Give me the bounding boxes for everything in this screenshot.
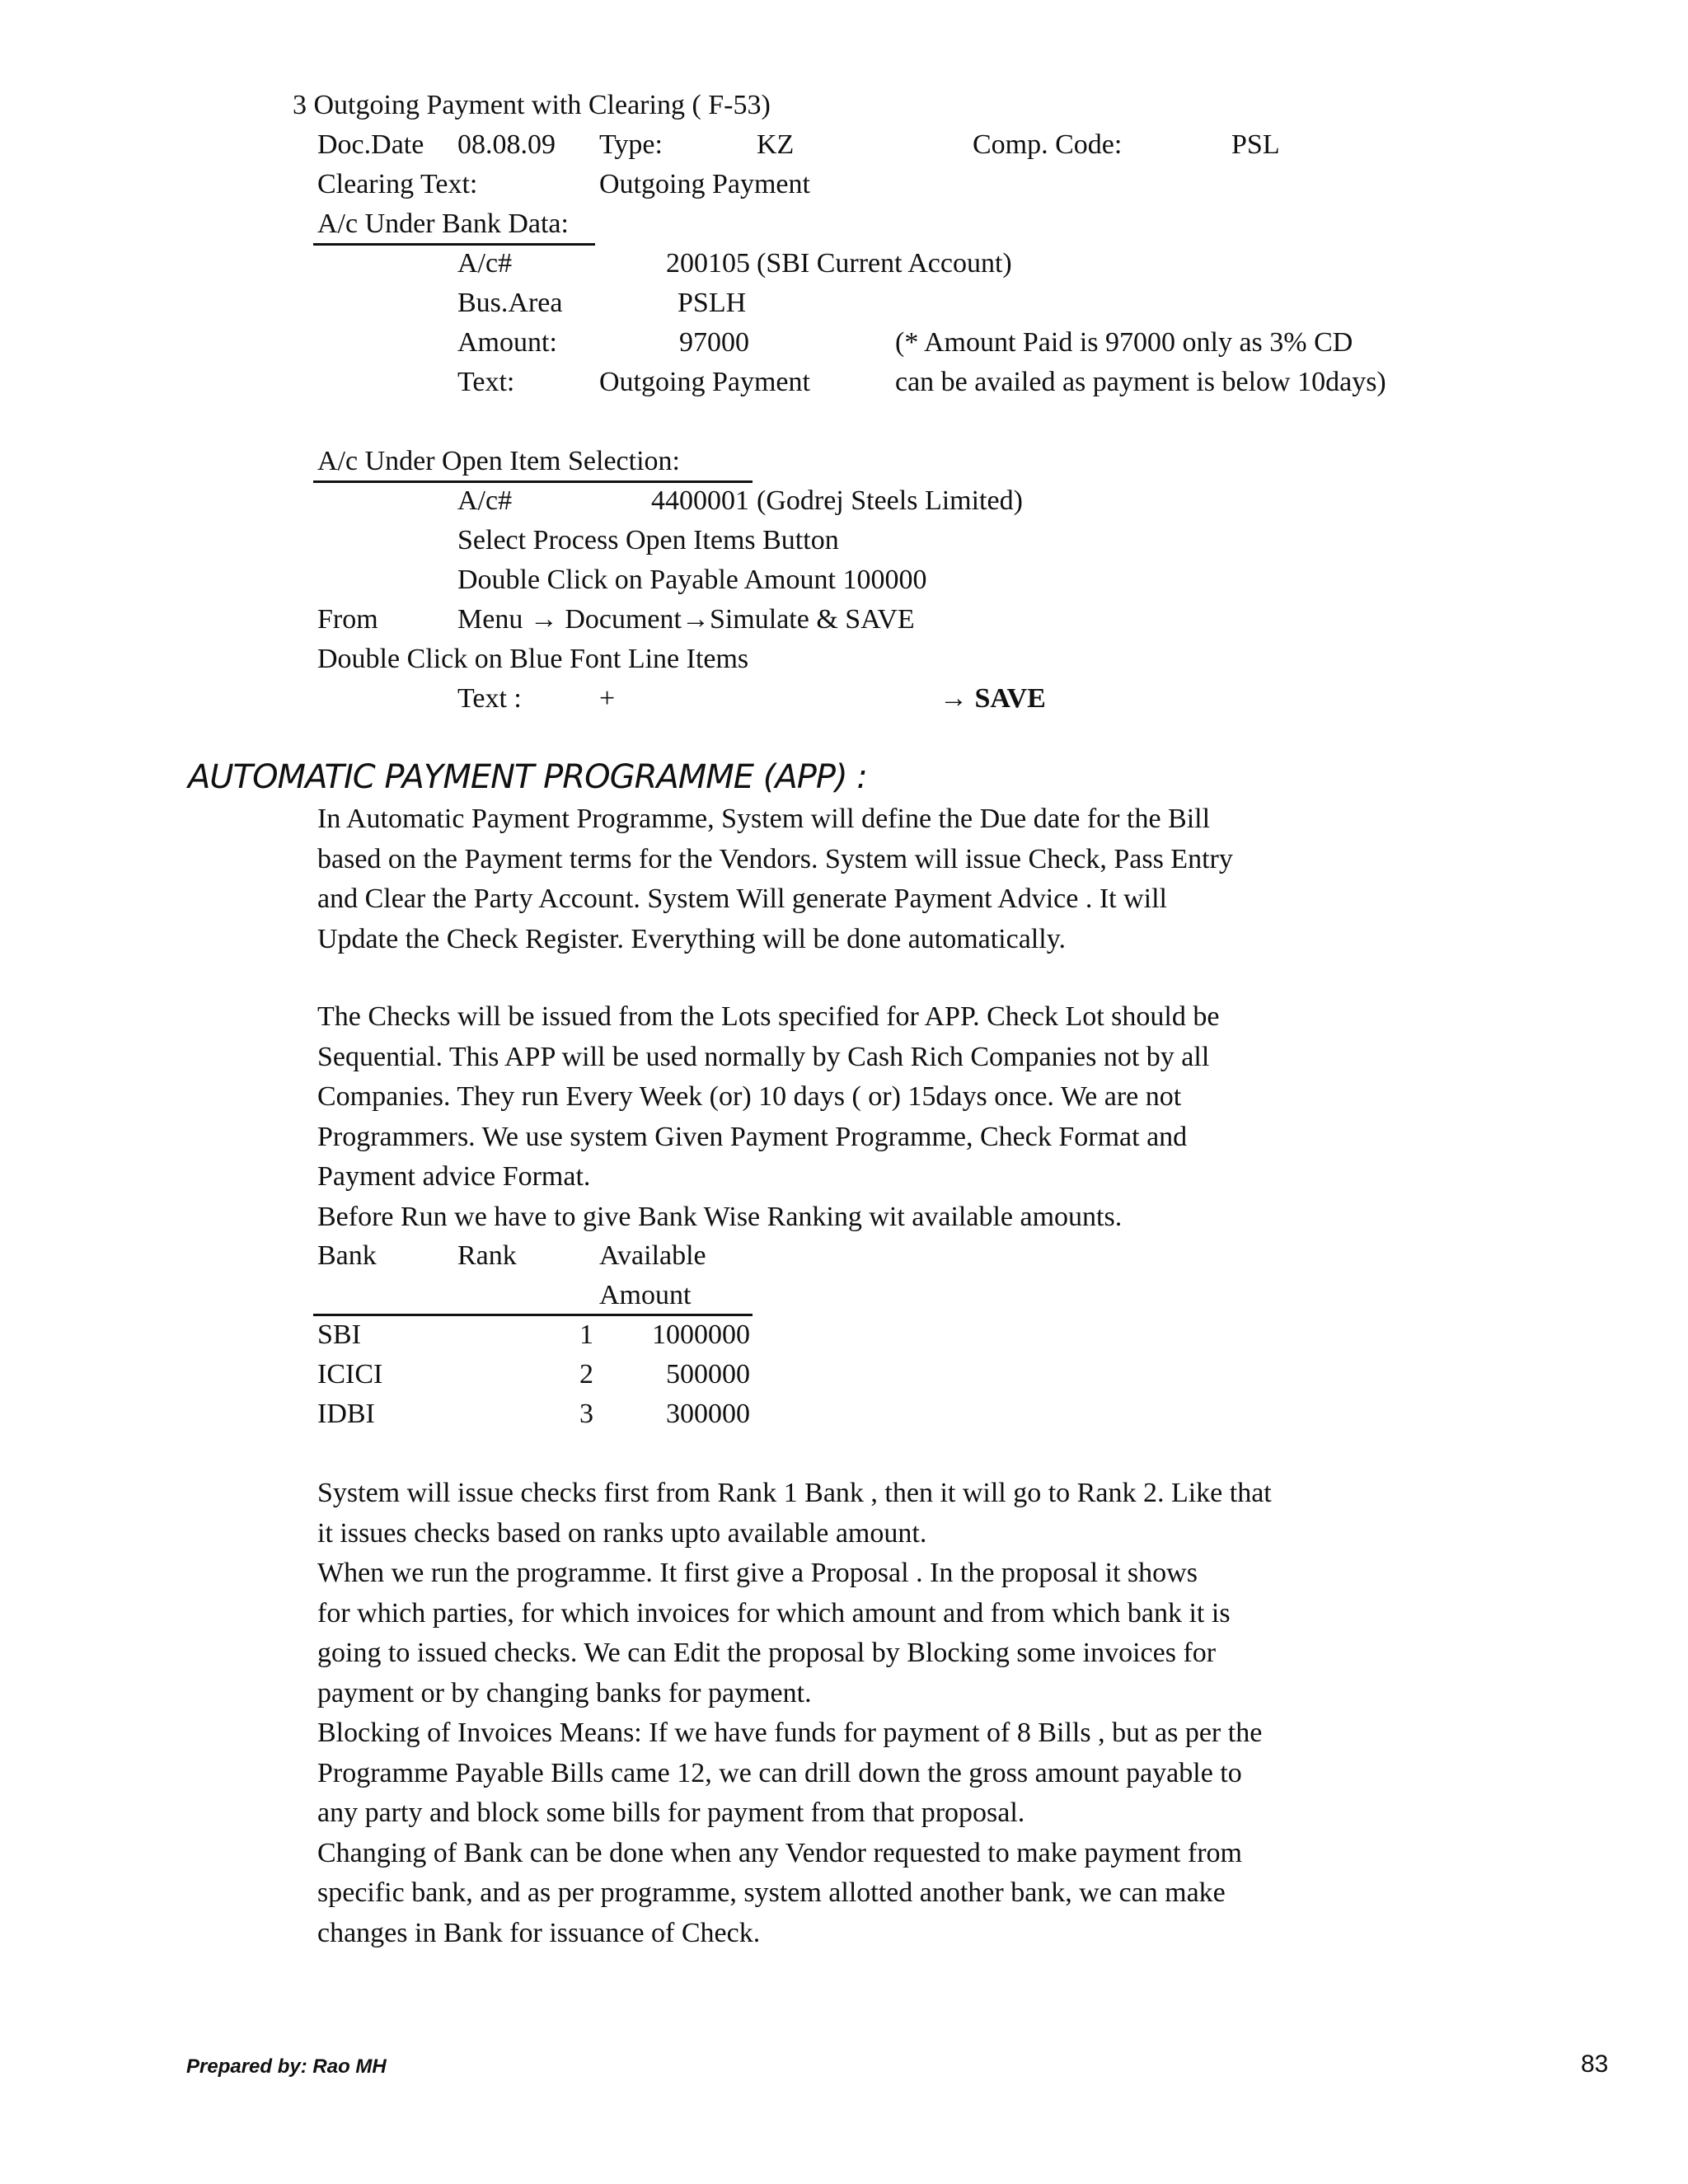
app-heading: AUTOMATIC PAYMENT PROGRAMME (APP) : xyxy=(188,758,867,796)
section-title: 3 Outgoing Payment with Clearing ( F-53) xyxy=(293,90,771,120)
app-paragraph-3 xyxy=(317,1474,1364,1953)
ac-description: (SBI Current Account) xyxy=(757,248,1012,279)
comp-code-label: Comp. Code: xyxy=(973,129,1123,160)
paragraph-line: Changing of Bank can be done when any Vendor requested to make payment from xyxy=(317,1837,1242,1868)
table-row-bank: ICICI xyxy=(317,1359,383,1390)
table-row-amount: 500000 xyxy=(666,1359,750,1390)
from-label: From xyxy=(317,604,378,635)
paragraph-line: Programmers. We use system Given Payment Programme, Check Format and xyxy=(317,1121,1188,1152)
table-row-bank: IDBI xyxy=(317,1399,375,1429)
paragraph-line: Before Run we have to give Bank Wise Ranking wit available amounts. xyxy=(317,1201,1123,1232)
text2-label: Text : xyxy=(457,683,522,714)
table-header-rank: Rank xyxy=(457,1240,517,1271)
type-label: Type: xyxy=(599,129,663,160)
amount-label: Amount: xyxy=(457,327,557,358)
step-process-open-items: Select Process Open Items Button xyxy=(457,525,839,555)
paragraph-line: When we run the programme. It first give a Proposal . In the proposal it shows xyxy=(317,1558,1198,1588)
table-row-bank: SBI xyxy=(317,1319,361,1350)
amount-note-line2: can be availed as payment is below 10days) xyxy=(895,367,1386,397)
paragraph-line: Programme Payable Bills came 12, we can drill down the gross amount payable to xyxy=(317,1757,1242,1788)
table-row-rank: 2 xyxy=(579,1359,593,1390)
table-header-amount: Amount xyxy=(599,1280,692,1310)
paragraph-line: Update the Check Register. Everything will be done automatically. xyxy=(317,923,1066,954)
paragraph-line: Companies. They run Every Week (or) 10 days ( or) 15days once. We are not xyxy=(317,1081,1182,1112)
open-item-heading: A/c Under Open Item Selection: xyxy=(317,446,680,476)
paragraph-line: Payment advice Format. xyxy=(317,1161,591,1192)
page-number: 83 xyxy=(1581,2050,1609,2078)
comp-code-value: PSL xyxy=(1231,129,1280,160)
open-item-ac-description: (Godrej Steels Limited) xyxy=(757,485,1023,516)
text-value: Outgoing Payment xyxy=(599,367,810,397)
paragraph-line: Sequential. This APP will be used normally by Cash Rich Companies not by all xyxy=(317,1041,1210,1072)
save-instruction: → SAVE xyxy=(940,683,1046,714)
paragraph-line: going to issued checks. We can Edit the proposal by Blocking some invoices for xyxy=(317,1638,1217,1668)
bus-area-label: Bus.Area xyxy=(457,288,563,318)
ac-label: A/c# xyxy=(457,248,513,279)
paragraph-line: In Automatic Payment Programme, System will define the Due date for the Bill xyxy=(317,804,1211,834)
table-row-amount: 300000 xyxy=(666,1399,750,1429)
clearing-text-value: Outgoing Payment xyxy=(599,169,810,199)
doc-date-value: 08.08.09 xyxy=(457,129,556,160)
paragraph-line: System will issue checks first from Rank 1 Bank , then it will go to Rank 2. Like that xyxy=(317,1478,1272,1508)
type-value: KZ xyxy=(757,129,795,160)
table-row-rank: 1 xyxy=(579,1319,593,1350)
open-item-ac-label: A/c# xyxy=(457,485,513,516)
bank-data-heading: A/c Under Bank Data: xyxy=(317,209,569,239)
paragraph-line: it issues checks based on ranks upto available amount. xyxy=(317,1517,927,1549)
doc-date-label: Doc.Date xyxy=(317,129,424,160)
ac-value: 200105 xyxy=(666,248,750,279)
text2-value: + xyxy=(599,683,616,714)
paragraph-line: payment or by changing banks for payment. xyxy=(317,1677,812,1708)
paragraph-line: changes in Bank for issuance of Check. xyxy=(317,1917,761,1948)
text-label: Text: xyxy=(457,367,515,397)
bank-data-underline xyxy=(313,243,595,246)
table-row-rank: 3 xyxy=(579,1399,593,1429)
step-double-click-blue-font: Double Click on Blue Font Line Items xyxy=(317,644,749,674)
clearing-text-label: Clearing Text: xyxy=(317,169,478,199)
table-header-available: Available xyxy=(599,1240,706,1271)
paragraph-line: any party and block some bills for payment from that proposal. xyxy=(317,1797,1025,1828)
paragraph-line: based on the Payment terms for the Vendors. System will issue Check, Pass Entry xyxy=(317,843,1233,874)
amount-value: 97000 xyxy=(679,327,749,358)
from-menu-path: Menu → Document→Simulate & SAVE xyxy=(457,604,915,635)
paragraph-line: The Checks will be issued from the Lots specified for APP. Check Lot should be xyxy=(317,1001,1220,1032)
app-paragraph-1 xyxy=(317,799,1364,959)
step-double-click-payable: Double Click on Payable Amount 100000 xyxy=(457,565,927,595)
paragraph-line: and Clear the Party Account. System Will generate Payment Advice . It will xyxy=(317,883,1167,914)
table-header-bank: Bank xyxy=(317,1240,377,1271)
paragraph-line: specific bank, and as per programme, system allotted another bank, we can make xyxy=(317,1877,1226,1908)
table-row-amount: 1000000 xyxy=(652,1319,750,1350)
footer-prepared-by: Prepared by: Rao MH xyxy=(186,2055,387,2078)
app-paragraph-2 xyxy=(317,997,1364,1237)
open-item-ac-value: 4400001 xyxy=(651,485,749,516)
amount-note-line1: (* Amount Paid is 97000 only as 3% CD xyxy=(895,327,1353,358)
bus-area-value: PSLH xyxy=(678,288,747,318)
paragraph-line: Blocking of Invoices Means: If we have funds for payment of 8 Bills , but as per the xyxy=(317,1718,1263,1748)
paragraph-line: for which parties, for which invoices for which amount and from which bank it is xyxy=(317,1597,1231,1629)
